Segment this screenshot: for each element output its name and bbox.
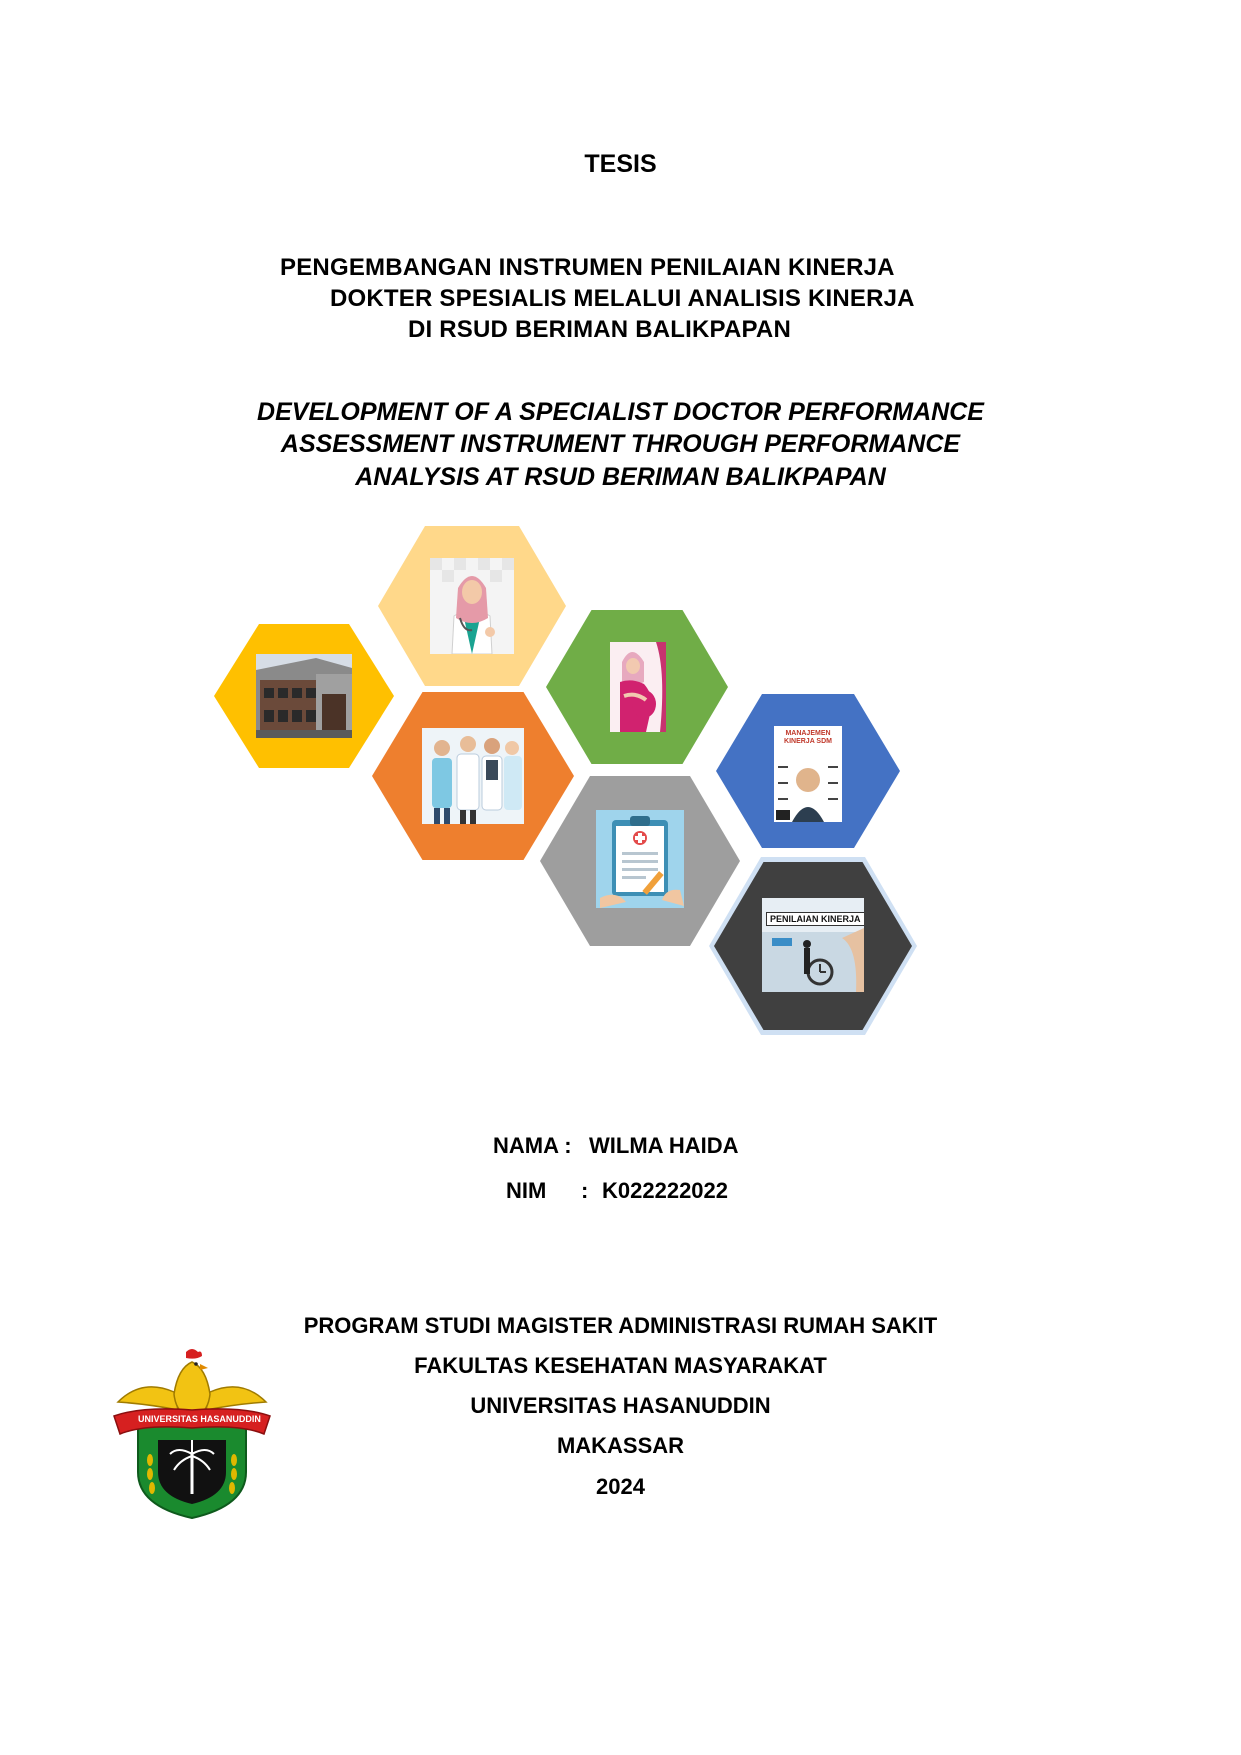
city: MAKASSAR <box>556 1433 685 1458</box>
hexagon-book-cover <box>716 694 900 848</box>
hexagon-performance-assessment <box>714 862 912 1030</box>
hospital-building-image <box>256 654 352 738</box>
hexagon-clipboard <box>540 776 740 946</box>
hexagon-pregnant-woman <box>546 610 728 764</box>
nim-value: K022222022 <box>602 1178 729 1203</box>
book-cover-image <box>774 726 842 822</box>
rooster-emblem-icon <box>112 1348 272 1522</box>
title-id-line-2: DOKTER SPESIALIS MELALUI ANALISIS KINERJA <box>330 285 915 312</box>
book-cover-title: MANAJEMEN KINERJA SDM <box>784 730 832 745</box>
nim-label: NIM <box>506 1178 547 1203</box>
document-type-heading: TESIS <box>584 150 657 178</box>
name-value: WILMA HAIDA <box>589 1133 739 1158</box>
university: UNIVERSITAS HASANUDDIN <box>470 1393 771 1418</box>
study-program: PROGRAM STUDI MAGISTER ADMINISTRASI RUMAH SAKIT <box>303 1313 938 1338</box>
assessment-label: PENILAIAN KINERJA <box>766 912 864 926</box>
medical-team-image <box>422 728 524 824</box>
title-id-line-3: DI RSUD BERIMAN BALIKPAPAN <box>408 316 791 343</box>
title-id-line-1: PENGEMBANGAN INSTRUMEN PENILAIAN KINERJA <box>280 254 895 281</box>
faculty: FAKULTAS KESEHATAN MASYARAKAT <box>414 1353 827 1378</box>
title-en-line-3: ANALYSIS AT RSUD BERIMAN BALIKPAPAN <box>355 463 886 491</box>
performance-assessment-image <box>762 898 864 992</box>
clipboard-image <box>596 810 684 908</box>
hexagon-hospital <box>214 624 394 768</box>
university-logo <box>112 1348 272 1522</box>
title-en-line-1: DEVELOPMENT OF A SPECIALIST DOCTOR PERFORMANCE <box>257 398 984 426</box>
nim-separator: : <box>581 1178 589 1203</box>
pregnant-woman-image <box>610 642 666 732</box>
female-doctor-image <box>430 558 514 654</box>
hexagon-female-doctor <box>378 526 566 686</box>
year: 2024 <box>596 1474 645 1499</box>
name-label: NAMA : <box>493 1133 572 1158</box>
title-en-line-2: ASSESSMENT INSTRUMENT THROUGH PERFORMANCE <box>280 430 961 458</box>
logo-banner-text: UNIVERSITAS HASANUDDIN <box>138 1414 261 1424</box>
